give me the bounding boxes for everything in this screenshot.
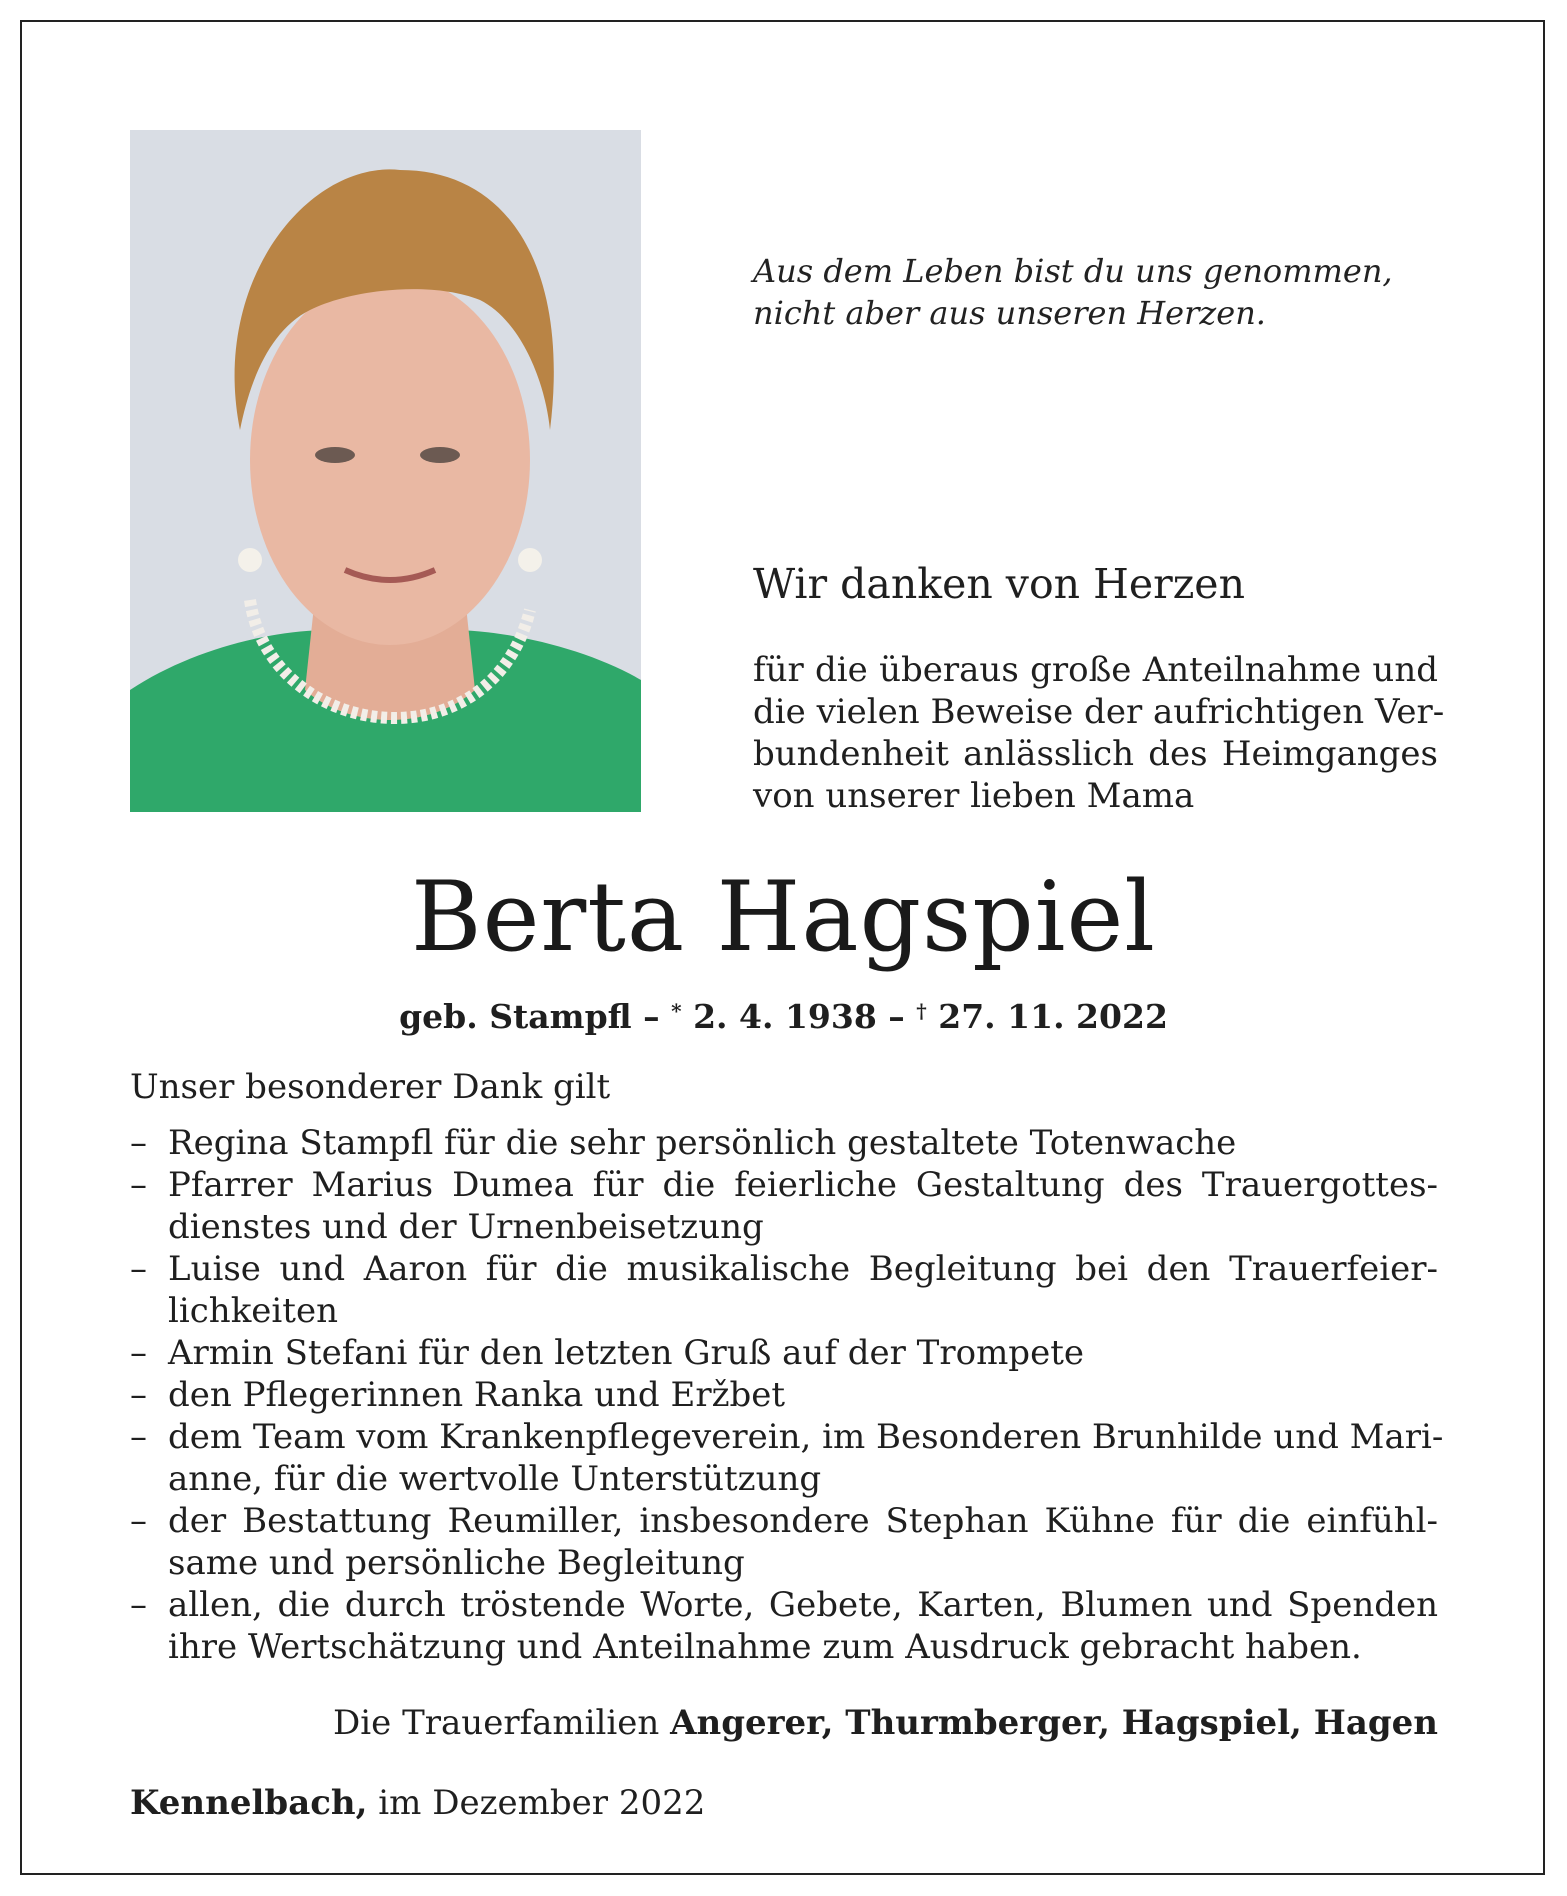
list-item <box>130 1500 1438 1584</box>
list-item-text: den Pflegerinnen Ranka und Eržbet <box>168 1375 786 1415</box>
list-dash: – <box>130 1417 147 1457</box>
list-item-text: Regina Stampfl für die sehr persönlich gestaltete Totenwache <box>168 1123 1237 1163</box>
quote-line-1: Aus dem Leben bist du uns genommen, <box>753 252 1393 290</box>
list-item <box>130 1416 1444 1500</box>
list-dash: – <box>130 1123 147 1163</box>
families-names: Angerer, Thurmberger, Hagspiel, Hagen <box>670 1703 1438 1743</box>
list-dash: – <box>130 1165 147 1205</box>
list-item-text: allen, die durch tröstende Worte, Gebete, Karten, Blumen und Spenden <box>168 1585 1438 1625</box>
death-symbol: † <box>916 999 927 1023</box>
list-item-text: dem Team vom Krankenpflegeverein, im Besonderen Brunhilde und Mari- <box>168 1417 1444 1457</box>
portrait-photo <box>130 130 641 812</box>
deceased-name: Berta Hagspiel <box>411 861 1156 973</box>
list-item-text: der Bestattung Reumiller, insbesondere Stephan Kühne für die einfühl- <box>168 1501 1438 1541</box>
list-item <box>130 1164 1438 1248</box>
thanks-text <box>753 649 1445 817</box>
list-item-text: same und persönliche Begleitung <box>168 1543 745 1583</box>
thanks-line: die vielen Beweise der aufrichtigen Ver- <box>753 692 1445 732</box>
list-item-text: ihre Wertschätzung und Anteilnahme zum Ausdruck gebracht haben. <box>168 1627 1362 1667</box>
place-town: Kennelbach, <box>130 1783 368 1823</box>
list-dash: – <box>130 1375 147 1415</box>
thanks-heading: Wir danken von Herzen <box>753 560 1245 608</box>
mourning-families <box>333 1702 1438 1744</box>
list-item-text: dienstes und der Urnenbeisetzung <box>168 1207 764 1247</box>
list-item <box>130 1374 1438 1416</box>
birth-symbol: * <box>671 999 682 1023</box>
life-dates <box>0 990 1567 1038</box>
list-item <box>130 1584 1438 1668</box>
death-date: 27. 11. 2022 <box>926 997 1168 1036</box>
birth-date: 2. 4. 1938 – <box>681 997 917 1036</box>
maiden-name: geb. Stampfl – <box>399 997 672 1036</box>
thanks-line: bundenheit anlässlich des Heimganges <box>753 734 1438 774</box>
list-dash: – <box>130 1585 147 1625</box>
list-item-text: Pfarrer Marius Dumea für die feierliche Gestaltung des Trauergottes- <box>168 1165 1438 1205</box>
special-thanks-intro: Unser besonderer Dank gilt <box>130 1067 611 1107</box>
list-item-text: lichkeiten <box>168 1291 338 1331</box>
thanks-line: von unserer lieben Mama <box>753 776 1195 816</box>
thanks-line: für die überaus große Anteilnahme und <box>753 650 1438 690</box>
list-item <box>130 1122 1438 1164</box>
place-date: im Dezember 2022 <box>367 1783 706 1823</box>
list-item-text: anne, für die wertvolle Unterstützung <box>168 1459 822 1499</box>
list-item-text: Armin Stefani für den letzten Gruß auf der Trompete <box>168 1333 1084 1373</box>
list-dash: – <box>130 1501 147 1541</box>
memorial-quote <box>753 250 1453 334</box>
list-dash: – <box>130 1249 147 1289</box>
families-prefix: Die Trauerfamilien <box>333 1703 671 1743</box>
list-dash: – <box>130 1333 147 1373</box>
special-thanks-list <box>130 1122 1444 1668</box>
list-item-text: Luise und Aaron für die musikalische Begleitung bei den Trauerfeier- <box>168 1249 1438 1289</box>
list-item <box>130 1332 1438 1374</box>
place-and-date <box>130 1782 705 1824</box>
list-item <box>130 1248 1438 1332</box>
portrait-image <box>130 130 641 812</box>
quote-line-2: nicht aber aus unseren Herzen. <box>753 294 1266 332</box>
